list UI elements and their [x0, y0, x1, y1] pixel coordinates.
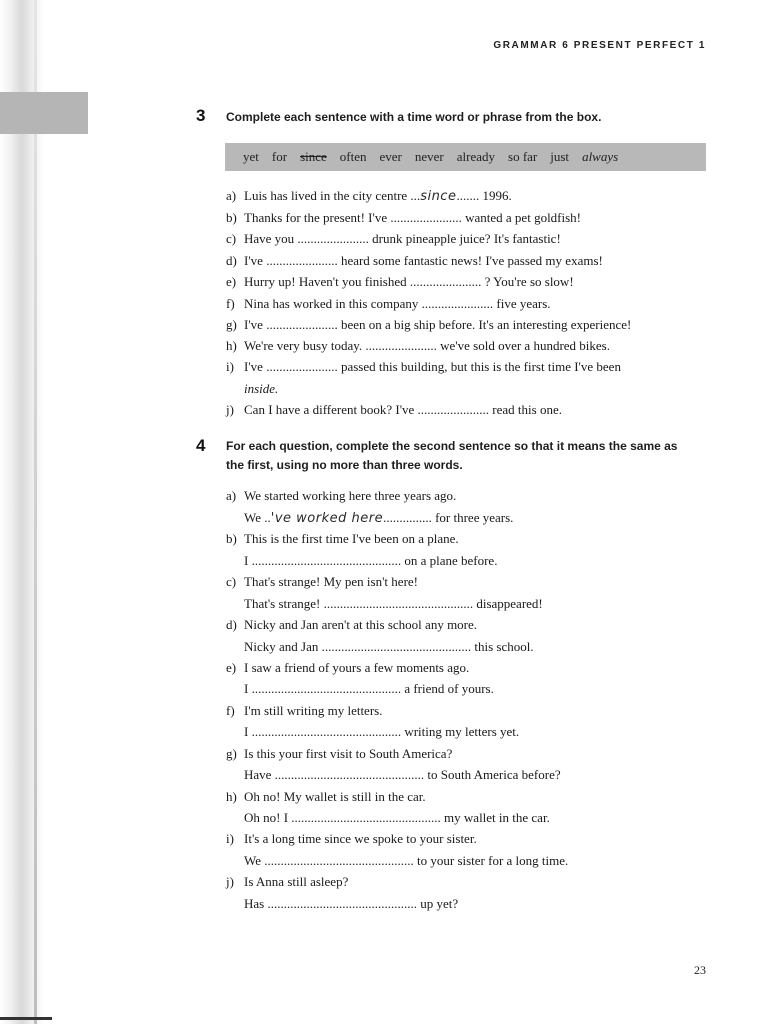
- box-word: already: [456, 149, 496, 164]
- ex4-item-j-second: Has .............................................. up yet?: [244, 896, 459, 911]
- ex4-item-e-second: I .............................................. a friend of yours.: [244, 681, 494, 696]
- page-bottom-mark: [0, 1017, 52, 1020]
- ex3-item-e: e) Hurry up! Haven't you finished ...................... ? You're so slow!: [226, 274, 574, 289]
- handwritten-answer: since: [420, 189, 457, 204]
- page-number: 23: [694, 963, 706, 977]
- ex4-item-a-second: We ..'ve worked here............... for three years.: [244, 510, 514, 526]
- ex3-item-b: b) Thanks for the present! I've ...................... wanted a pet goldfish!: [226, 210, 582, 225]
- ex4-item-g-first: g) Is this your first visit to South America?: [226, 746, 453, 761]
- exercise-4-instruction-2: the first, using no more than three words.: [226, 458, 463, 472]
- ex4-item-a-first: a) We started working here three years ago.: [226, 488, 457, 503]
- ex3-item-f: f) Nina has worked in this company ...................... five years.: [226, 296, 551, 311]
- ex3-item-a: a) Luis has lived in the city centre ...since....... 1996.: [226, 188, 512, 204]
- box-word: just: [550, 149, 570, 164]
- ex4-item-d-first: d) Nicky and Jan aren't at this school any more.: [226, 617, 478, 632]
- thumb-index-tab: [0, 92, 88, 134]
- ex3-item-j: j) Can I have a different book? I've ...................... read this one.: [226, 402, 562, 417]
- box-word: ever: [379, 149, 402, 164]
- ex4-item-g-second: Have .............................................. to South America before?: [244, 767, 561, 782]
- ex4-item-i-second: We .............................................. to your sister for a long time.: [244, 853, 569, 868]
- ex3-item-i-continuation: inside.: [244, 381, 279, 396]
- ex4-item-h-first: h) Oh no! My wallet is still in the car.: [226, 789, 426, 804]
- ex3-item-h: h) We're very busy today. ...................... we've sold over a hundred bikes.: [226, 338, 610, 353]
- ex4-item-c-first: c) That's strange! My pen isn't here!: [226, 574, 418, 589]
- exercise-3-number: 3: [196, 106, 206, 125]
- exercise-3-instruction: Complete each sentence with a time word or phrase from the box.: [226, 110, 602, 124]
- ex4-item-d-second: Nicky and Jan .............................................. this school.: [244, 639, 534, 654]
- ex4-item-f-second: I .............................................. writing my letters yet.: [244, 724, 520, 739]
- ex4-item-b-first: b) This is the first time I've been on a plane.: [226, 531, 459, 546]
- ex4-item-c-second: That's strange! .............................................. disappeared!: [244, 596, 543, 611]
- ex4-item-b-second: I .............................................. on a plane before.: [244, 553, 498, 568]
- exercise-4-instruction-1: For each question, complete the second sentence so that it means the same as: [226, 439, 678, 453]
- ex3-item-g: g) I've ...................... been on a big ship before. It's an interesting experience!: [226, 317, 632, 332]
- box-word: so far: [508, 149, 538, 164]
- box-word: yet: [243, 149, 259, 164]
- ex4-item-e-first: e) I saw a friend of yours a few moments ago.: [226, 660, 470, 675]
- box-word: for: [271, 149, 288, 164]
- ex3-item-d: d) I've ...................... heard some fantastic news! I've passed my exams!: [226, 253, 603, 268]
- book-spine-shadow: [0, 0, 44, 1024]
- exercise-4-number: 4: [196, 436, 206, 455]
- box-word: always: [582, 149, 619, 164]
- ex4-item-i-first: i) It's a long time since we spoke to your sister.: [226, 831, 477, 846]
- ex4-item-h-second: Oh no! I .............................................. my wallet in the car.: [244, 810, 550, 825]
- handwritten-answer: 've worked here: [270, 511, 384, 526]
- ex4-item-j-first: j) Is Anna still asleep?: [226, 874, 349, 889]
- word-box: [225, 143, 706, 171]
- page-edge-line: [34, 0, 37, 1024]
- ex4-item-f-first: f) I'm still writing my letters.: [226, 703, 383, 718]
- box-word-crossed-out: since: [300, 149, 327, 164]
- box-word: never: [414, 149, 444, 164]
- ex3-item-c: c) Have you ...................... drunk pineapple juice? It's fantastic!: [226, 231, 561, 246]
- box-word: often: [339, 149, 367, 164]
- running-head: GRAMMAR 6 PRESENT PERFECT 1: [493, 40, 706, 51]
- ex3-item-i: i) I've ...................... passed this building, but this is the first time I've been: [226, 359, 621, 374]
